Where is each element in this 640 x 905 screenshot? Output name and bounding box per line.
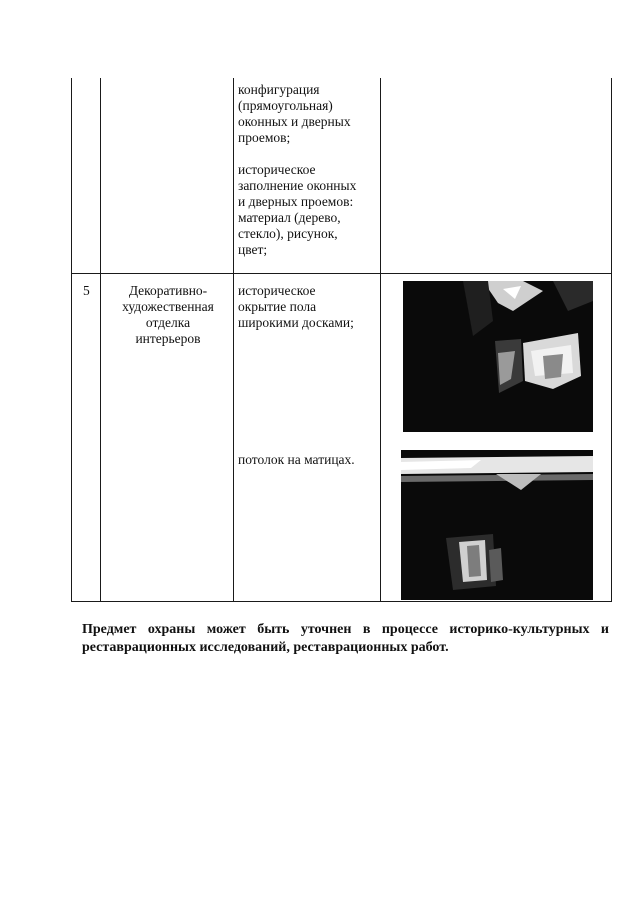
row-number: 5 [83,283,90,298]
criteria-item: историческое окрытие пола широкими досками; [238,283,354,330]
criteria-cell-ceiling [238,452,378,468]
criteria-item: историческое заполнение оконных и дверных проемов: материал (дерево, стекло), рисунок, цвет; [238,162,357,257]
element-name: Декоративно- художественная отделка интерьеров [122,283,214,346]
criteria-item: конфигурация (прямоугольная) оконных и дверных проемов; [238,82,351,145]
criteria-cell-continued [238,82,378,258]
ceiling-beams-photo [401,450,593,600]
protection-note: Предмет охраны может быть уточнен в процессе историко-культурных и реставрационных исследований, реставрационных работ. [82,622,609,655]
floor-boards-photo [403,281,593,432]
criteria-item: потолок на матицах. [238,452,355,467]
criteria-cell-floor [238,283,378,331]
